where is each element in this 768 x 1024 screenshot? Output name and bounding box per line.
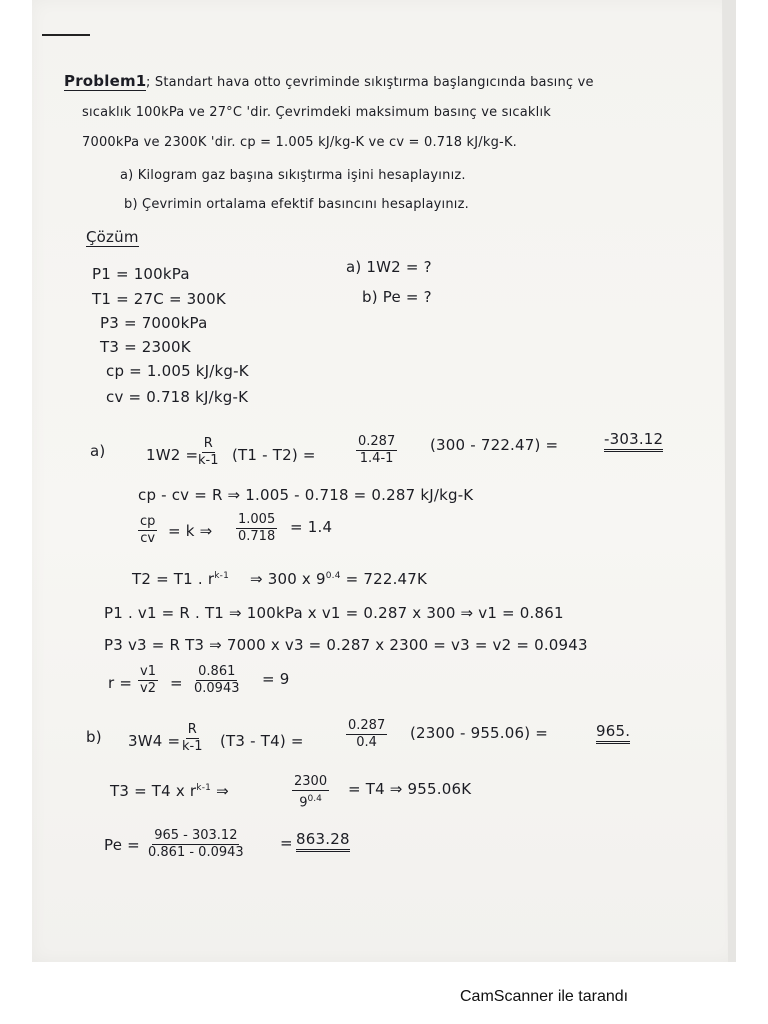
fraction-numerator: 1.005 xyxy=(238,512,276,527)
part-b-t3-result: = T4 ⇒ 955.06K xyxy=(348,780,472,798)
problem-line-1: ; Standart hava otto çevriminde sıkıştırma başlangıcında basınç ve xyxy=(146,75,594,90)
fraction-denominator: 1.4-1 xyxy=(359,451,394,466)
part-a-v1-line: P1 . v1 = R . T1 ⇒ 100kPa x v1 = 0.287 x 300 ⇒ v1 = 0.861 xyxy=(104,604,564,622)
t2-exponent-2: 0.4 xyxy=(325,571,341,581)
fraction-denominator: k-1 xyxy=(182,739,203,754)
part-b-w-result: 965. xyxy=(596,722,630,744)
part-a-w-result: -303.12 xyxy=(604,430,663,452)
part-b-w-lhs: 3W4 = xyxy=(128,732,181,750)
fraction-numerator: 965 - 303.12 xyxy=(154,828,238,843)
problem-part-b: b) Çevrimin ortalama efektif basıncını hesaplayınız. xyxy=(124,197,469,212)
given-p3: P3 = 7000kPa xyxy=(100,314,208,332)
t3-lhs: T3 = T4 x r xyxy=(110,782,197,800)
given-cp: cp = 1.005 kJ/kg-K xyxy=(106,362,249,380)
fraction-denominator: 0.0943 xyxy=(194,681,240,696)
part-a-r-over-k-fraction xyxy=(196,436,221,469)
fraction-denominator: cv xyxy=(140,531,156,546)
fraction-denominator: v2 xyxy=(140,681,156,696)
fraction-denominator: 0.861 - 0.0943 xyxy=(148,845,244,860)
part-a-t2-line xyxy=(132,570,229,588)
fraction-numerator: R xyxy=(203,436,213,451)
part-a-r-eq: = xyxy=(170,674,183,692)
part-a-w-paren: (300 - 722.47) = xyxy=(430,436,559,454)
given-cv: cv = 0.718 kJ/kg-K xyxy=(106,388,249,406)
fraction-denominator: k-1 xyxy=(198,453,219,468)
part-b-pe-lhs: Pe = xyxy=(104,836,140,854)
given-p1: P1 = 100kPa xyxy=(92,265,190,283)
part-a-w-mid: (T1 - T2) = xyxy=(232,446,316,464)
part-b-r-over-k-fraction xyxy=(180,722,205,755)
part-a-t2-rhs-group xyxy=(250,570,427,588)
part-a-r-line: cp - cv = R ⇒ 1.005 - 0.718 = 0.287 kJ/kg-K xyxy=(138,486,474,504)
top-dash-mark xyxy=(42,34,90,36)
part-a-r-lhs: r = xyxy=(108,674,133,692)
part-a-w-lhs: 1W2 = xyxy=(146,446,199,464)
t2-lhs: T2 = T1 . r xyxy=(132,570,215,588)
part-a-label: a) xyxy=(90,442,106,460)
part-a-r-numeric-fraction xyxy=(192,664,242,697)
part-b-w-paren: (2300 - 955.06) = xyxy=(410,724,549,742)
fraction-numerator: 0.287 xyxy=(358,434,396,449)
fraction-denominator: 9 xyxy=(299,795,308,811)
solution-heading: Çözüm xyxy=(86,228,139,246)
part-b-pe-result: 863.28 xyxy=(296,830,350,852)
t2-result: = 722.47K xyxy=(345,570,428,588)
part-b-2300-over-9-fraction xyxy=(292,774,329,811)
problem-label: Problem1 xyxy=(64,72,147,90)
given-t1: T1 = 27C = 300K xyxy=(92,290,226,308)
t3-exponent: k-1 xyxy=(196,783,212,793)
problem-part-a: a) Kilogram gaz başına sıkıştırma işini hesaplayınız. xyxy=(120,168,466,183)
fraction-numerator: cp xyxy=(140,514,156,529)
part-b-w-mid: (T3 - T4) = xyxy=(220,732,304,750)
t3-mid: ⇒ xyxy=(216,782,229,800)
part-b-numeric-fraction xyxy=(346,718,387,751)
part-b-t3-line xyxy=(110,782,229,800)
part-a-k-result: = 1.4 xyxy=(290,518,333,536)
part-a-k-mid: = k ⇒ xyxy=(168,522,213,540)
ask-a: a) 1W2 = ? xyxy=(346,258,432,276)
part-b-label: b) xyxy=(86,728,102,746)
ask-b: b) Pe = ? xyxy=(362,288,432,306)
part-a-numeric-fraction xyxy=(356,434,397,467)
fraction-numerator: v1 xyxy=(140,664,156,679)
fraction-denominator: 0.718 xyxy=(238,529,276,544)
part-a-v3-line: P3 v3 = R T3 ⇒ 7000 x v3 = 0.287 x 2300 = v3 = v2 = 0.0943 xyxy=(104,636,588,654)
problem-line-2: sıcaklık 100kPa ve 27°C 'dir. Çevrimdeki maksimum basınç ve sıcaklık xyxy=(82,105,552,120)
part-a-r-result: = 9 xyxy=(262,670,290,688)
fraction-denominator: 0.4 xyxy=(356,735,377,750)
part-a-k-numeric-fraction xyxy=(236,512,277,545)
fraction-denominator-group xyxy=(297,791,324,811)
fraction-numerator: 0.287 xyxy=(348,718,386,733)
part-b-pe-eq: = xyxy=(280,834,293,852)
problem-line-3: 7000kPa ve 2300K 'dir. cp = 1.005 kJ/kg-K ve cv = 0.718 kJ/kg-K. xyxy=(82,135,518,150)
fraction-numerator: 2300 xyxy=(294,774,328,789)
part-a-v1-v2-fraction xyxy=(138,664,158,697)
given-t3: T3 = 2300K xyxy=(100,338,191,356)
camscanner-footer: CamScanner ile tarandı xyxy=(460,988,629,1005)
t2-exponent: k-1 xyxy=(214,571,229,581)
part-b-pe-fraction xyxy=(146,828,246,861)
fraction-numerator: R xyxy=(187,722,197,737)
fraction-numerator: 0.861 xyxy=(198,664,236,679)
denominator-exponent: 0.4 xyxy=(307,794,322,804)
t2-rhs: ⇒ 300 x 9 xyxy=(250,570,326,588)
part-a-cp-cv-fraction xyxy=(138,514,157,547)
